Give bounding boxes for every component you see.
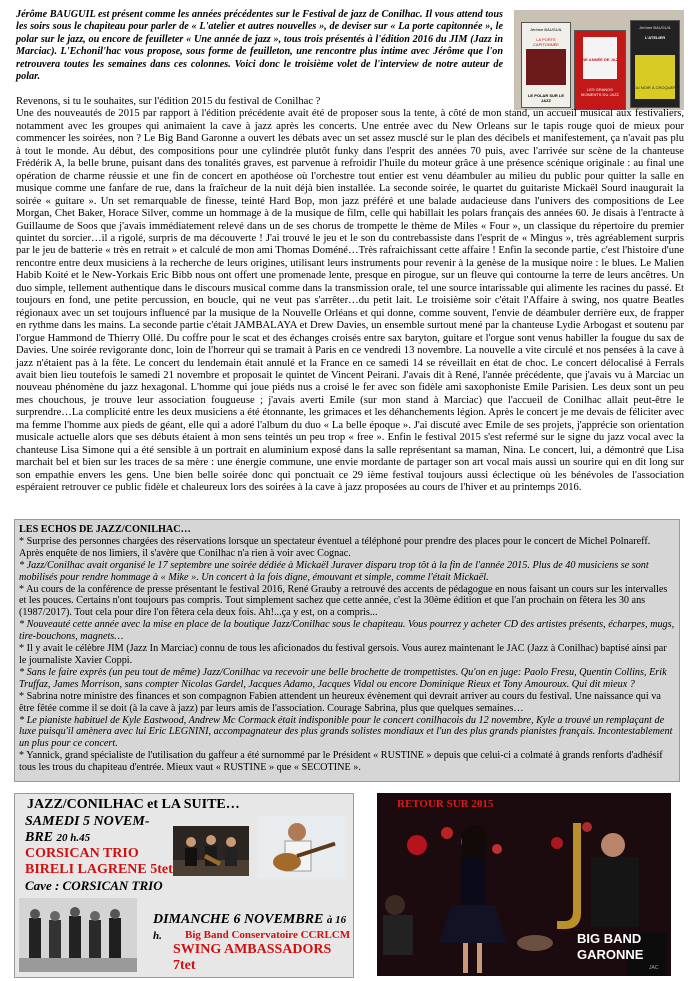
big-band-bw-photo bbox=[19, 898, 137, 972]
interview-question: Revenons, si tu le souhaites, sur l'édition 2015 du festival de Conilhac ? bbox=[16, 96, 321, 107]
program-cave: Cave : CORSICAN TRIO bbox=[25, 878, 163, 893]
interview-article bbox=[16, 96, 684, 495]
program-band-lagrene: BIRELI LAGRENE 5tet bbox=[25, 862, 173, 877]
book-atelier: Jérôme BAUGUIL L'ATELIER DU NOIR À CROQUER bbox=[630, 20, 680, 108]
intro-paragraph: Jérôme BAUGUIL est présent comme les années précédentes sur le Festival de jazz de Conilhac. Il vous attend tous les soirs sous le chapiteau pour parler de « L'atelier et autres nouvelles », de deviser sur « La porte capitonnée », le polar sur le jazz, ou encore de feuilleter « Une année de jazz », tous trois présentés à l'édition 2016 du JIM (Jazz in Marciac). L'Echonil'hac vous propose, sous forme de feuilleton, une rencontre plus intime avec Jérôme que l'on retrouvera toutes les semaines dans ces colonnes. Voici donc le troisième volet de l'interview de notre auteur de polar. bbox=[16, 9, 503, 83]
program-band-corsican: CORSICAN TRIO bbox=[25, 846, 139, 861]
echo-item: * Le pianiste habituel de Kyle Eastwood, Andrew Mc Cormack était indisponible pour le concert conilhacois du 12 novembre, Kyle a trouvé un remplaçant de luxe puisqu'il amènera avec lui Eric LEGNINI, accompagnateur des plus grands solistes mondiaux et l'un des plus grands pianistes français. Incontestablement un plus pour ce concert. bbox=[19, 714, 673, 750]
interview-answer: Une des nouveautés de 2015 par rapport à l'édition précédente avait été de proposer sous la tente, à côté de mon stand, un accueil musical aux festivaliers, notamment avec les groupes qui animaient la cave à jazz après les concerts. Une entrée avec du New Orleans sur le tapis rouge quoi de mieux pour commencer les soirées, non ? Le Big Band Garonne a ouvert les débats avec un set assez musclé sur le plan des décibels et manifestement, ça n'avait pas plu à tout le monde. Au début, des compositions pour une cylindrée plutôt funky dans l'esprit des années 70 puis, avec l'arrivée sur scène de la chanteuse Frédérik A, la belle brune, puisant dans des tonalités graves, est parvenue à refroidir l'huile du moteur grâce à une présence scénique originale : au final une opération de charme réussie et une fin de concert en apothéose où l'orchestre tout entier est venu déambuler au milieu du public pour quitter la salle en musique comme une fanfare de rue, dans la fraîcheur de la nuit déjà bien installée. La seconde soirée, le quartet du guitariste Mickaël Sourd inaugurait la soirée « guitare ». Un set remarquable de finesse, teinté Hard Bop, mon jazz préféré et une balade audacieuse dans l'univers des compositions de Lee Morgan, Chet Baker, Horace Silver, comme un hommage à de la musique de film, celle qui habillait les polars français des années 60. Je disais à l'entracte à Guillaume de Soos que j'avais immédiatement relevé dans un de ses chorus de trompette le thème de Miles « Four », un classique du répertoire du premier quintet du sorcier…il a rigolé, surpris de ma découverte ! J'ai trouvé le jeu et le son du contrebassiste dans l'esprit de « Mingus », très agréablement surpris par le jeu de batterie « très en retrait » et calculé de mon ami Thomas Doméné…Très rafraichissant cette affaire ! Enfin la seconde partie, c'est l'histoire d'une rencontre entre deux musiciens à la recherche de leurs origines, utilisant leurs instruments pour revenir à la genèse de la musique noire : le blues. Le Malien Habib Koité et le New-Yorkais Eric Bibb nous ont offert une promenade lente, presque en pirogue, sur un fleuve qui contourne la terre de leurs ancêtres. Un duo simple, tellement authentique dans le discours musical comme dans la transmission orale, tel une source intarissable qui alimente les racines du passé. Et toujours en fond, une petite percussion, en boucle, qui ne veut pas s'arrêter…du petit lait. Le troisième soir c'était l'Affaire à swing, nos quatre Beatles régionaux avec un set toujours influencé par la musique de la Nouvelle Orléans et qui donne, comme souvent, l'envie de déambuler derrière eux, de frapper en rythme dans les mains. La seconde partie c'était JAMBALAYA et Drew Davies, un ensemble surtout mené par la chanteuse Lydie Arbogast et soutenu par l'orgue Hammond de Thierry Ollé. Du coffre pour le scat et des échanges croisés entre sax baryton, guitare et l'orgue sont venus habiller la fougue du sax de Davies. Une soirée revigorante donc, loin de l'horreur qui se tramait à Paris en ce vendredi 13 novembre. La nouvelle a vite circulé et nos pensées à la cave à jazz n'étaient pas à la fête. Le concert du lendemain était annulé et la France en ce samedi 14 se réveillait en état de choc. Le concert délocalisé à Ferrals avait bien lieu toutefois le samedi 21 novembre et proposait le quintet de Vincent Peirani. J'avais dit à René, l'année précédente, que j'avais vu à Marciac un nouveau phénomène du jazz hexagonal. L'homme qui joue piéds nus a croisé le fer avec son fidèle ami saxophoniste Emile Parisien. Les deux sont un peu mes chouchous, je trouve leur association fougueuse ; j'avais averti Emile (sur mon stand à Marciac) que l'accueil de Conilhac allait peut-être le surprendre…La complicité entre les deux musiciens a été étonnante, les grimaces et les déhanchements légion. Après le concert je me devais de féliciter avec ma femme l'homme aux pieds de géant, elle qui a adoré l'album du duo « La belle époque ». J'ai discuté avec Emile de ses projets, j'apprécie son orientation musicale actuelle alors que ses débuts étaient à mon sens teintés un peu trop « free ». Enfin le festival 2015 s'est refermé sur le signe du jazz vocal avec la chanteuse Lisa Simone qui a été sensible à un portrait en aluminium exposé dans la salle représentant sa maman, Nina. Le concert, lui, a démontré que Lisa marchait bel et bien sur les traces de sa mère : une énergie commune, une envie mordante de partager son art vocal mais aussi un sourire qui en dit long sur son empathie envers les gens. Une bien belle soirée donc qui ponctuait ce 29 ième festival toujours aussi éclectique où les bénévoles de l'association espéraient retrouver ce public fidèle et chaleureux lors des soirées à la cave à jazz proposées au cours de l'hiver et au printemps 2016. bbox=[16, 108, 684, 494]
bireli-lagrene-photo bbox=[257, 816, 345, 878]
program-day1-cont: BRE 20 h.45 bbox=[25, 830, 91, 845]
echo-item: * Sabrina notre ministre des finances et son compagnon Fabien attendent un heureux évènement qui devrait arriver au cours du festival. Une naissance qui va être fêtée comme il se doit (à la cave à jazz) par leurs amis de l'association. Courage Sabrina, plus que quelques semaines… bbox=[19, 690, 661, 714]
photo-caption-line2: GARONNE bbox=[577, 947, 644, 962]
program-day2: DIMANCHE 6 NOVEMBRE à 16 h. bbox=[153, 912, 347, 942]
photo-heading: RETOUR SUR 2015 bbox=[397, 798, 494, 810]
echo-item: * Yannick, grand spécialiste de l'utilisation du gaffeur a été surnommé par le Président « RUSTINE » depuis que celui-ci a colmaté à grands renforts d'adhésif tous les trous du chapiteau d'entrée. Mieux vaut « RUSTINE » que « SECOTINE ». bbox=[19, 750, 663, 774]
book-polar: Jérôme BAUGUIL LA PORTE CAPITONNÉE LE POLAR SUR LE JAZZ bbox=[521, 22, 571, 108]
echo-item: * Jazz/Conilhac avait organisé le 17 septembre une soirée dédiée à Mickaël Juraver disparu trop tôt à la fin de l'année 2015. Plus de 40 musiciens se sont mobilisés pour rendre hommage à « Mike ». Un concert à la fois digne, émouvant et simple, comme l'était Mickaël. bbox=[19, 559, 649, 583]
echos-box bbox=[14, 519, 680, 782]
program-band-swing: SWING AMBASSADORS 7tet bbox=[173, 942, 332, 973]
books-photo bbox=[514, 10, 684, 110]
echo-item: * Nouveauté cette année avec la mise en place de la boutique Jazz/Conilhac sous le chapiteau. Vous pourrez y acheter CD des artistes présents, écharpes, mugs, tire-bouchons, magnets… bbox=[19, 619, 675, 643]
book-annee: UNE ANNÉE DE JAZZ LES GRANDS MOMENTS DU JAZZ bbox=[574, 30, 626, 110]
corsican-trio-photo bbox=[173, 826, 249, 876]
echo-item: * Au cours de la conférence de presse présentant le festival 2016, René Grauby a retrouvé des accents de pédagogue en nous faisant un cours sur les intervalles et les pouces. Certains n'ont toujours pas compris. Tout simplement sachez que cette année, c'est la 30ème édition et que l'an prochain on fêtera les 30 ans (1987/2017). Tout cela pour dire l'on fêtera cela deux fois. Ah!...ça y est, on a compris... bbox=[19, 583, 668, 619]
photo-caption-line1: BIG BAND bbox=[577, 931, 642, 946]
program-band-conservatoire: Big Band Conservatoire CCRLCM bbox=[185, 929, 351, 941]
echo-item: * Surprise des personnes chargées des réservations lorsque un spectateur éventuel a téléphoné pour prendre des places pour le concert de Michel Polnareff. Après enquête de nos limiers, il s'avère que Conilhac n'a rien à voir avec Cognac. bbox=[19, 535, 651, 559]
program-heading: JAZZ/CONILHAC et LA SUITE… bbox=[27, 797, 240, 812]
photo-credit: JAC bbox=[649, 965, 659, 971]
program-day1: SAMEDI 5 NOVEM- bbox=[25, 814, 150, 829]
echo-item: * Sans le faire exprès (un peu tout de même) Jazz/Conilhac va recevoir une belle brochette de trompettistes. Qu'on en juge: Paolo Fresu, Quentin Collins, Erik Truffaz, James Morrison, sans compter Nicolas Gardel, Jacques Adamo, Jacques Vidal ou encore Dominique Rieux et Tony Amouroux. Qui dit mieux ? bbox=[19, 666, 667, 690]
echo-item: * Il y avait le célèbre JIM (Jazz In Marciac) connu de tous les aficionados du festival gersois. Vous aurez maintenant le JAC (Jazz à Conilhac) baptisé ainsi par le journaliste Xavier Coppi. bbox=[19, 643, 667, 666]
concert-photo bbox=[377, 793, 671, 976]
program-box bbox=[14, 793, 354, 978]
echos-title: LES ECHOS DE JAZZ/CONILHAC… bbox=[19, 524, 191, 535]
